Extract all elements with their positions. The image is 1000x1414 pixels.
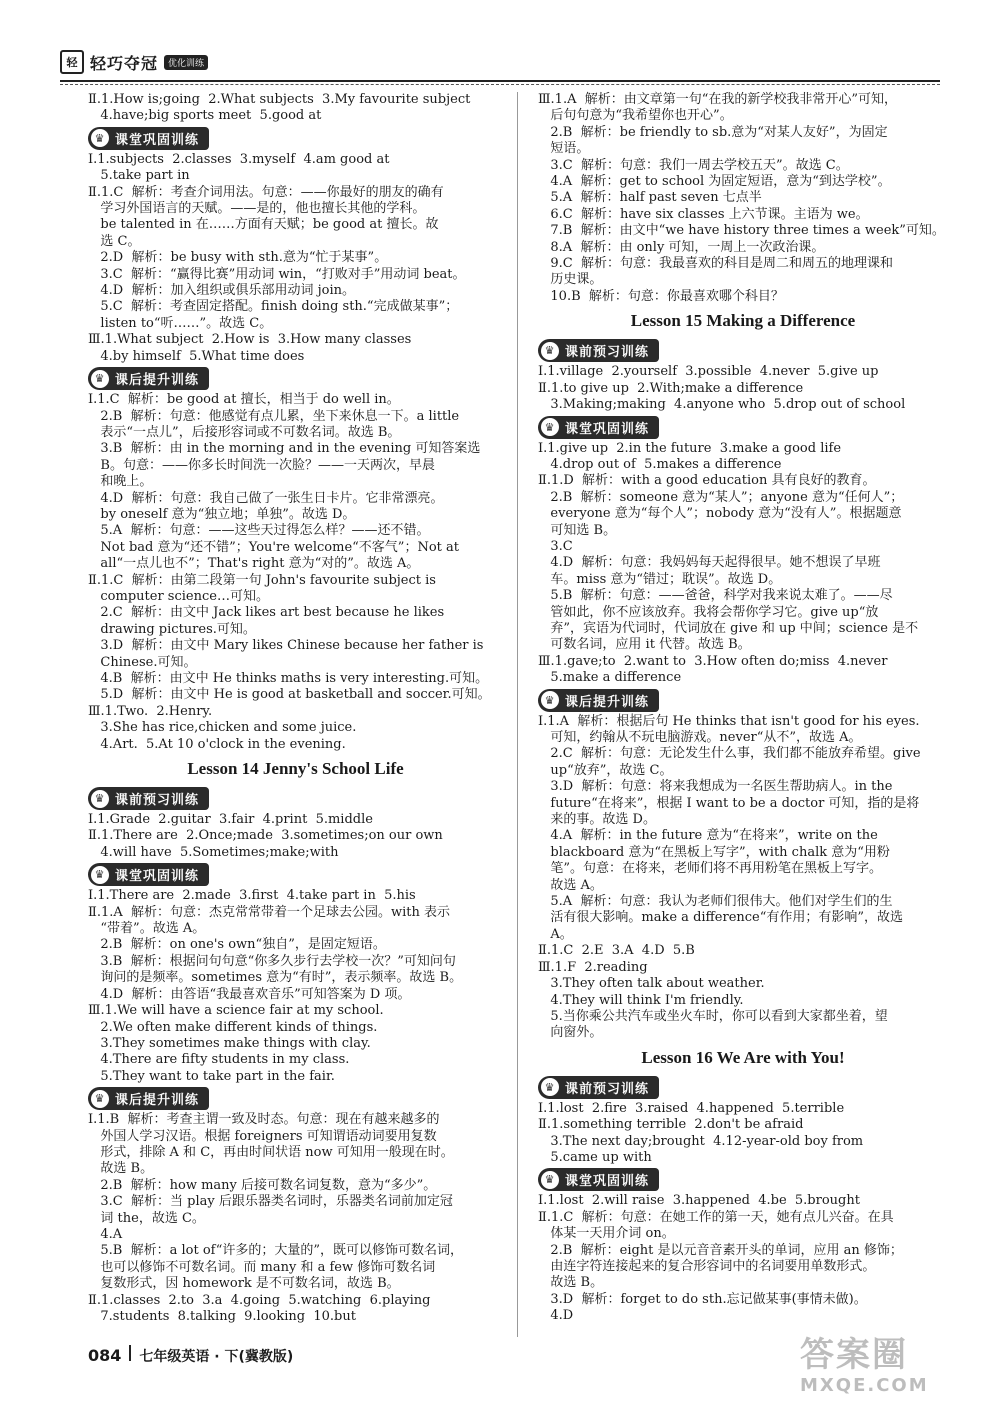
crown-icon: ♛ <box>541 691 559 709</box>
answer-line: 3.B 解析：由 in the morning and in the evening 可知答案选 <box>88 441 481 457</box>
answer-line: 6.C 解析：have six classes 上六节课。主语为 we。 <box>538 206 869 222</box>
section-banner: ♛ 课堂巩固训练 <box>538 1168 659 1191</box>
section-banner: ♛ 课后提升训练 <box>88 1087 209 1110</box>
answer-block <box>538 92 948 305</box>
answer-line: A。 <box>538 926 573 942</box>
answer-line: computer science…可知。 <box>88 588 269 604</box>
answer-line: Ⅱ.1.D 解析：with a good education 具有良好的教育。 <box>538 473 876 489</box>
lesson-title: Lesson 14 Jenny's School Life <box>187 759 404 779</box>
answer-line: Ⅱ.1.A 解析：句意：杰克常常带着一个足球去公园。with 表示 <box>88 904 451 920</box>
answer-line: Ⅲ.1.What subject 2.How is 3.How many classes <box>88 332 412 348</box>
answer-line: 2.We often make different kinds of things. <box>88 1019 378 1035</box>
answer-line: 表示“一点儿”，后接形容词或不可数名词。故选 B。 <box>88 424 401 440</box>
page-header <box>60 50 940 88</box>
answer-line: 10.B 解析：句意：你最喜欢哪个科目？ <box>538 288 784 304</box>
answer-block <box>88 812 503 861</box>
answer-line: Ⅱ.1.C 解析：由第二段第一句 John's favourite subject is <box>88 572 436 588</box>
left-column <box>88 92 503 1325</box>
answer-line: 向窗外。 <box>538 1025 603 1041</box>
header-rule <box>60 80 940 82</box>
answer-line: 4.D <box>538 1308 574 1324</box>
answer-block <box>88 1112 503 1325</box>
answer-line: “带着”。故选 A。 <box>88 921 206 937</box>
right-column <box>538 92 948 1325</box>
answer-line: Ⅲ.1.We will have a science fair at my school. <box>88 1003 384 1019</box>
logo-badge: 优化训练 <box>164 55 208 70</box>
answer-line: 来的事。故选 D。 <box>538 812 656 828</box>
footer-separator <box>129 1345 131 1361</box>
crown-icon: ♛ <box>91 370 109 388</box>
answer-line: Ⅱ.1.classes 2.to 3.a 4.going 5.watching 6.playing <box>88 1292 431 1308</box>
answer-line: B。句意：——你多长时间洗一次脸？——一天两次，早晨 <box>88 457 435 473</box>
answer-line: 管如此，你不应该放弃。我将会帮你学习它。give up“放 <box>538 604 879 620</box>
answer-line: 3.D 解析：句意：将来我想成为一名医生帮助病人。in the <box>538 779 893 795</box>
answer-line: 5.B 解析：句意：——爸爸，科学对我来说太难了。——尽 <box>538 588 893 604</box>
answer-line: 3.C 解析：当 play 后跟乐器类名词时，乐器类名词前加定冠 <box>88 1194 453 1210</box>
answer-line: Ⅰ.1.Grade 2.guitar 3.fair 4.print 5.middle <box>88 812 373 828</box>
answer-line: Ⅱ.1.to give up 2.With;make a difference <box>538 380 804 396</box>
answer-line: 4.There are fifty students in my class. <box>88 1052 350 1068</box>
answer-line: 3.C <box>538 538 573 554</box>
answer-block <box>538 441 948 687</box>
answer-line: 5.make a difference <box>538 670 682 686</box>
answer-line: 5.take part in <box>88 168 190 184</box>
section-banner: ♛ 课堂巩固训练 <box>88 863 209 886</box>
page-footer <box>88 1345 293 1366</box>
section-banner: ♛ 课前预习训练 <box>538 1076 659 1099</box>
answer-line: 4.D 解析：句意：我自己做了一张生日卡片。它非常漂亮。 <box>88 490 444 506</box>
answer-line: 5.C 解析：考查固定搭配。finish doing sth.“完成做某事”； <box>88 299 459 315</box>
answer-line: 3.C 解析：句意：我们一周去学校五天”。故选 C。 <box>538 157 849 173</box>
answer-line: 8.A 解析：由 only 可知，一周上一次政治课。 <box>538 239 825 255</box>
answer-line: 4.B 解析：由文中 He thinks maths is very interesting.可知。 <box>88 671 489 686</box>
answer-line: 词 the，故选 C。 <box>88 1210 205 1226</box>
watermark-bottom: MXQE.COM <box>800 1375 929 1396</box>
answer-block <box>538 1193 948 1324</box>
answer-line: 活有很大影响。make a difference“有作用；有影响”，故选 <box>538 910 904 926</box>
section-banner: ♛ 课前预习训练 <box>88 787 209 810</box>
section-banner: ♛ 课前预习训练 <box>538 339 659 362</box>
answer-line: 4.They will think I'm friendly. <box>538 992 744 1008</box>
answer-block <box>88 152 503 365</box>
answer-line: 故选 B。 <box>538 1275 604 1291</box>
answer-line: Ⅰ.1.village 2.yourself 3.possible 4.never 5.give up <box>538 364 879 380</box>
answer-line: drawing pictures.可知。 <box>88 621 256 637</box>
answer-line: 故选 B。 <box>88 1161 154 1177</box>
answer-line: blackboard 意为“在黑板上写字”，with chalk 意为“用粉 <box>538 844 890 860</box>
answer-line: 3.B 解析：根据问句句意“你多久步行去学校一次？”可知问句 <box>88 953 456 969</box>
answer-line: 2.B 解析：be friendly to sb.意为“对某人友好”，为固定 <box>538 124 888 140</box>
answer-block <box>88 392 503 753</box>
crown-icon: ♛ <box>91 129 109 147</box>
answer-line: 故选 A。 <box>538 877 603 893</box>
answer-line: Ⅲ.1.F 2.reading <box>538 959 648 975</box>
answer-line: 2.B 解析：句意：他感觉有点儿累，坐下来休息一下。a little <box>88 408 460 424</box>
answer-line: 5.D 解析：由文中 He is good at basketball and soccer.可知。 <box>88 687 491 703</box>
answer-line: 3.They sometimes make things with clay. <box>88 1035 371 1051</box>
crown-icon: ♛ <box>91 790 109 808</box>
answer-line: Not bad 意为“还不错”；You're welcome“不客气”；Not at <box>88 539 459 555</box>
answer-line: 2.C 解析：由文中 Jack likes art best because he likes <box>88 605 445 621</box>
answer-line: be talented in 在……方面有天赋；be good at 擅长。故 <box>88 217 439 233</box>
answer-line: 弃”，宾语为代词时，代词放在 give 和 up 中间；science 是不 <box>538 620 919 636</box>
answer-line: 车。miss 意为“错过；耽误”。故选 D。 <box>538 571 782 587</box>
answer-line: 4.D 解析：由答语“我最喜欢音乐”可知答案为 D 项。 <box>88 986 411 1002</box>
answer-line: Ⅱ.1.There are 2.Once;made 3.sometimes;on our own <box>88 828 443 844</box>
answer-line: 5.当你乘公共汽车或坐火车时，你可以看到大家都坐着，望 <box>538 1008 888 1024</box>
answer-line: 复数形式，因 homework 是不可数名词，故选 B。 <box>88 1276 400 1292</box>
section-banner: ♛ 课后提升训练 <box>88 367 209 390</box>
answer-line: Ⅱ.1.C 解析：句意：在她工作的第一天，她有点儿兴奋。在具 <box>538 1209 894 1225</box>
answer-line: 4.A <box>88 1226 123 1242</box>
answer-line: 3.Making;making 4.anyone who 5.drop out of school <box>538 397 906 413</box>
answer-line: 形式，排除 A 和 C，再由时间状语 now 可知用一般现在时。 <box>88 1144 454 1160</box>
answer-block <box>88 888 503 1085</box>
answer-line: 2.B 解析：eight 是以元音音素开头的单词，应用 an 修饰； <box>538 1242 903 1258</box>
answer-line: Ⅰ.1.lost 2.will raise 3.happened 4.be 5.brought <box>538 1193 860 1209</box>
answer-line: 4.D 解析：加入组织或俱乐部用动词 join。 <box>88 283 356 299</box>
answer-line: Ⅲ.1.Two. 2.Henry. <box>88 703 213 719</box>
answer-line: 可数名词，应用 it 代替。故选 B。 <box>538 637 751 653</box>
answer-line: 学习外国语言的天赋。——是的，他也擅长其他的学科。 <box>88 201 426 217</box>
answer-line: 短语。 <box>538 141 590 157</box>
answer-line: 9.C 解析：句意：我最喜欢的科目是周二和周五的地理课和 <box>538 256 894 272</box>
watermark-top: 答案圈 <box>800 1335 908 1375</box>
answer-line: 和晚上。 <box>88 474 153 490</box>
answer-line: 体某一天用介词 on。 <box>538 1226 675 1242</box>
answer-line: Ⅰ.1.A 解析：根据后句 He thinks that isn't good for his eyes. <box>538 713 920 729</box>
crown-icon: ♛ <box>541 1078 559 1096</box>
site-watermark <box>800 1335 980 1405</box>
answer-line: 5.B 解析：a lot of“许多的；大量的”，既可以修饰可数名词， <box>88 1243 464 1259</box>
answer-line: Ⅰ.1.C 解析：be good at 擅长，相当于 do well in。 <box>88 392 400 408</box>
answer-line: 4.by himself 5.What time does <box>88 348 305 364</box>
answer-line: 3.They often talk about weather. <box>538 976 765 992</box>
answer-line: 2.C 解析：句意：无论发生什么事，我们都不能放弃希望。give <box>538 746 921 762</box>
answer-line: 7.students 8.talking 9.looking 10.but <box>88 1309 356 1324</box>
answer-line: 5.They want to take part in the fair. <box>88 1068 335 1084</box>
answer-line: by oneself 意为“独立地；单独”。故选 D。 <box>88 506 356 522</box>
answer-line: 2.B 解析：how many 后接可数名词复数，意为“多少”。 <box>88 1177 437 1193</box>
answer-line: 2.D 解析：be busy with sth.意为“忙于某事”。 <box>88 250 388 266</box>
answer-line: Chinese.可知。 <box>88 654 197 670</box>
answer-block <box>538 714 948 1042</box>
book-title: 七年级英语 · 下(冀教版) <box>139 1349 294 1365</box>
answer-line: 5.A 解析：句意：我认为老师们很伟大。他们对学生们的生 <box>538 894 893 910</box>
answer-line: Ⅰ.1.B 解析：考查主谓一致及时态。句意：现在有越来越多的 <box>88 1112 440 1128</box>
answer-line: Ⅰ.1.subjects 2.classes 3.myself 4.am good at <box>88 151 390 167</box>
answer-line: 2.B 解析：someone 意为“某人”；anyone 意为“任何人”； <box>538 489 904 505</box>
section-banner: ♛ 课堂巩固训练 <box>538 416 659 439</box>
logo-text: 轻巧夺冠 <box>90 53 159 73</box>
answer-line: 4.drop out of 5.makes a difference <box>538 456 782 472</box>
answer-line: 3.The next day;brought 4.12-year-old boy from <box>538 1133 864 1149</box>
column-divider <box>517 92 518 1337</box>
answer-line: 4.A 解析：in the future 意为“在将来”，write on the <box>538 828 878 844</box>
answer-line: 笔”。句意：在将来，老师们将不再用粉笔在黑板上写字。 <box>538 861 883 877</box>
crown-icon: ♛ <box>541 342 559 360</box>
logo-mark-icon: 轻 <box>60 50 84 74</box>
answer-line: Ⅱ.1.How is;going 2.What subjects 3.My favourite subject <box>88 92 471 107</box>
answer-line: 3.C 解析：“赢得比赛”用动词 win，“打败对手”用动词 beat。 <box>88 266 466 282</box>
answer-line: 可知选 B。 <box>538 522 617 538</box>
answer-line: everyone 意为“每个人”；nobody 意为“没有人”。根据题意 <box>538 506 902 522</box>
answer-line: 4.have;big sports meet 5.good at <box>88 108 322 124</box>
answer-line: 4.A 解析：get to school 为固定短语，意为“到达学校”。 <box>538 174 891 190</box>
answer-line: Ⅰ.1.give up 2.in the future 3.make a good life <box>538 440 842 456</box>
answer-line: 历史课。 <box>538 272 603 288</box>
left-top-lines <box>88 92 503 125</box>
answer-line: 3.D 解析：forget to do sth.忘记做某事(事情未做)。 <box>538 1291 867 1307</box>
header-rule-dashed <box>60 84 940 85</box>
answer-line: Ⅲ.1.gave;to 2.want to 3.How often do;miss 4.never <box>538 653 888 669</box>
crown-icon: ♛ <box>91 1090 109 1108</box>
answer-block <box>538 1101 948 1167</box>
crown-icon: ♛ <box>91 866 109 884</box>
answer-line: 4.will have 5.Sometimes;make;with <box>88 844 339 860</box>
answer-line: Ⅱ.1.something terrible 2.don't be afraid <box>538 1117 804 1133</box>
answer-line: Ⅰ.1.lost 2.fire 3.raised 4.happened 5.terrible <box>538 1100 845 1116</box>
brand-logo <box>60 50 208 74</box>
crown-icon: ♛ <box>541 1171 559 1189</box>
answer-line: 5.A 解析：half past seven 七点半 <box>538 190 762 206</box>
section-banner: ♛ 课后提升训练 <box>538 689 659 712</box>
answer-line: 3.D 解析：由文中 Mary likes Chinese because her father is <box>88 638 484 654</box>
answer-line: 7.B 解析：由文中“we have history three times a week”可知。 <box>538 223 945 239</box>
answer-line: 选 C。 <box>88 233 141 249</box>
answer-line: up“放弃”，故选 C。 <box>538 762 673 778</box>
answer-line: 询问的是频率。sometimes 意为“有时”，表示频率。故选 B。 <box>88 970 463 986</box>
answer-line: Ⅱ.1.C 2.E 3.A 4.D 5.B <box>538 943 695 959</box>
answer-line: Ⅲ.1.A 解析：由文章第一句“在我的新学校我非常开心”可知， <box>538 92 898 107</box>
answer-line: future“在将来”，根据 I want to be a doctor 可知，指的是将 <box>538 795 920 811</box>
section-banner: ♛ 课堂巩固训练 <box>88 127 209 150</box>
answer-line: 可知，约翰从不玩电脑游戏。never“从不”，故选 A。 <box>538 730 862 745</box>
answer-line: 由连字符连接起来的复合形容词中的名词要用单数形式。 <box>538 1258 876 1274</box>
crown-icon: ♛ <box>541 418 559 436</box>
page-number: 084 <box>88 1346 122 1365</box>
answer-line: Ⅰ.1.There are 2.made 3.first 4.take part in 5.his <box>88 888 416 904</box>
answer-line: 3.She has rice,chicken and some juice. <box>88 720 357 736</box>
answer-line: 外国人学习汉语。根据 foreigners 可知谓语动词要用复数 <box>88 1128 437 1144</box>
answer-line: 5.came up with <box>538 1149 652 1165</box>
answer-block <box>538 364 948 413</box>
answer-line: Ⅱ.1.C 解析：考查介词用法。句意：——你最好的朋友的确有 <box>88 184 444 200</box>
answer-line: 5.A 解析：句意：——这些天过得怎么样？——还不错。 <box>88 523 430 539</box>
answer-line: 4.D 解析：句意：我妈妈每天起得很早。她不想误了早班 <box>538 555 881 571</box>
answer-line: 也可以修饰不可数名词。而 many 和 a few 修饰可数名词 <box>88 1259 436 1275</box>
answer-line: 4.Art. 5.At 10 o'clock in the evening. <box>88 736 346 752</box>
answer-line: 后句句意为“我希望你也开心”。 <box>538 108 733 124</box>
answer-line: 2.B 解析：on one's own“独自”，是固定短语。 <box>88 937 386 953</box>
lesson-title: Lesson 15 Making a Difference <box>630 311 856 331</box>
answer-line: listen to“听……”。故选 C。 <box>88 315 273 331</box>
lesson-title: Lesson 16 We Are with You! <box>641 1047 845 1067</box>
answer-line: all“一点儿也不”；That's right 意为“对的”。故选 A。 <box>88 556 420 572</box>
